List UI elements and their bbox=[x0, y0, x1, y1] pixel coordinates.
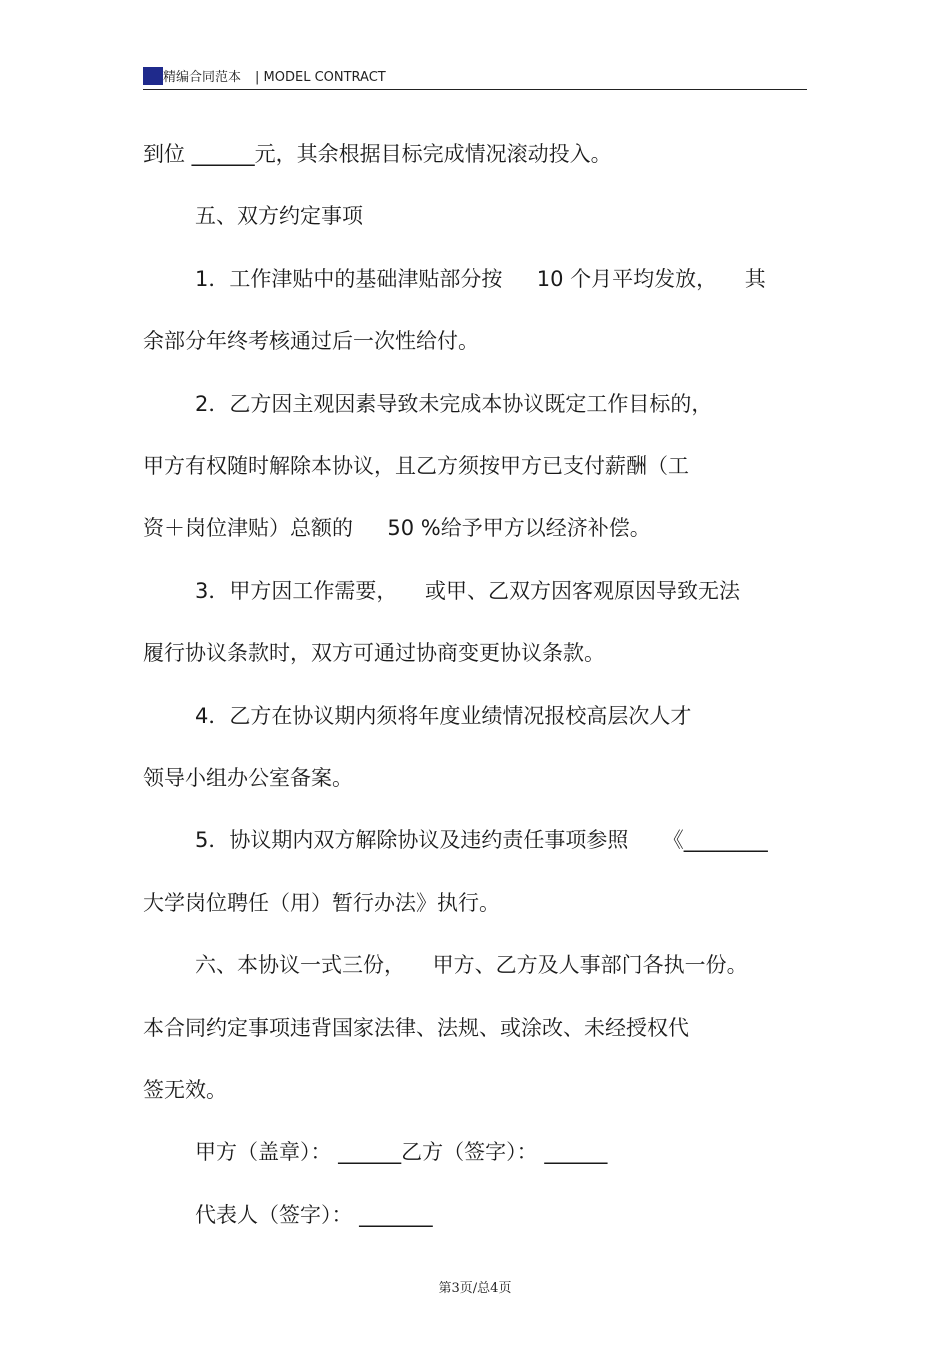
body-line: 履行协议条款时，双方可通过协商变更协议条款。 bbox=[143, 641, 605, 665]
body-line: 甲方有权随时解除本协议，且乙方须按甲方已支付薪酬（工 bbox=[143, 454, 689, 478]
body-line: 领导小组办公室备案。 bbox=[143, 766, 353, 790]
body-line: 5．协议期内双方解除协议及违约责任事项参照 《________ bbox=[195, 828, 768, 852]
body-line: 签无效。 bbox=[143, 1078, 227, 1102]
body-line: 余部分年终考核通过后一次性给付。 bbox=[143, 329, 479, 353]
body-line: 到位 ______元，其余根据目标完成情况滚动投入。 bbox=[143, 142, 612, 166]
page-number: 第3页/总4页 bbox=[438, 1281, 512, 1296]
body-line: 大学岗位聘任（用）暂行办法》执行。 bbox=[143, 891, 500, 915]
body-line: 资＋岗位津贴）总额的 50 %给予甲方以经济补偿。 bbox=[143, 516, 651, 540]
signature-line-representative: 代表人（签字）： _______ bbox=[195, 1203, 433, 1227]
body-line: 1．工作津贴中的基础津贴部分按 10 个月平均发放， 其 bbox=[195, 267, 766, 291]
header-title-en: | MODEL CONTRACT bbox=[255, 70, 386, 85]
body-line: 本合同约定事项违背国家法律、法规、或涂改、未经授权代 bbox=[143, 1016, 689, 1040]
signature-line-parties: 甲方（盖章）： ______乙方（签字）： ______ bbox=[195, 1140, 608, 1164]
body-line: 4．乙方在协议期内须将年度业绩情况报校高层次人才 bbox=[195, 704, 692, 728]
page-header bbox=[143, 64, 807, 90]
header-title bbox=[163, 66, 386, 85]
body-line: 六、本协议一式三份， 甲方、乙方及人事部门各执一份。 bbox=[195, 953, 748, 977]
body-line: 2．乙方因主观因素导致未完成本协议既定工作目标的， bbox=[195, 392, 713, 416]
body-line: 3．甲方因工作需要， 或甲、乙双方因客观原因导致无法 bbox=[195, 579, 741, 603]
logo-square-icon bbox=[143, 67, 163, 85]
header-title-cn: 精编合同范本 bbox=[163, 70, 242, 85]
body-line: 五、双方约定事项 bbox=[195, 204, 363, 228]
